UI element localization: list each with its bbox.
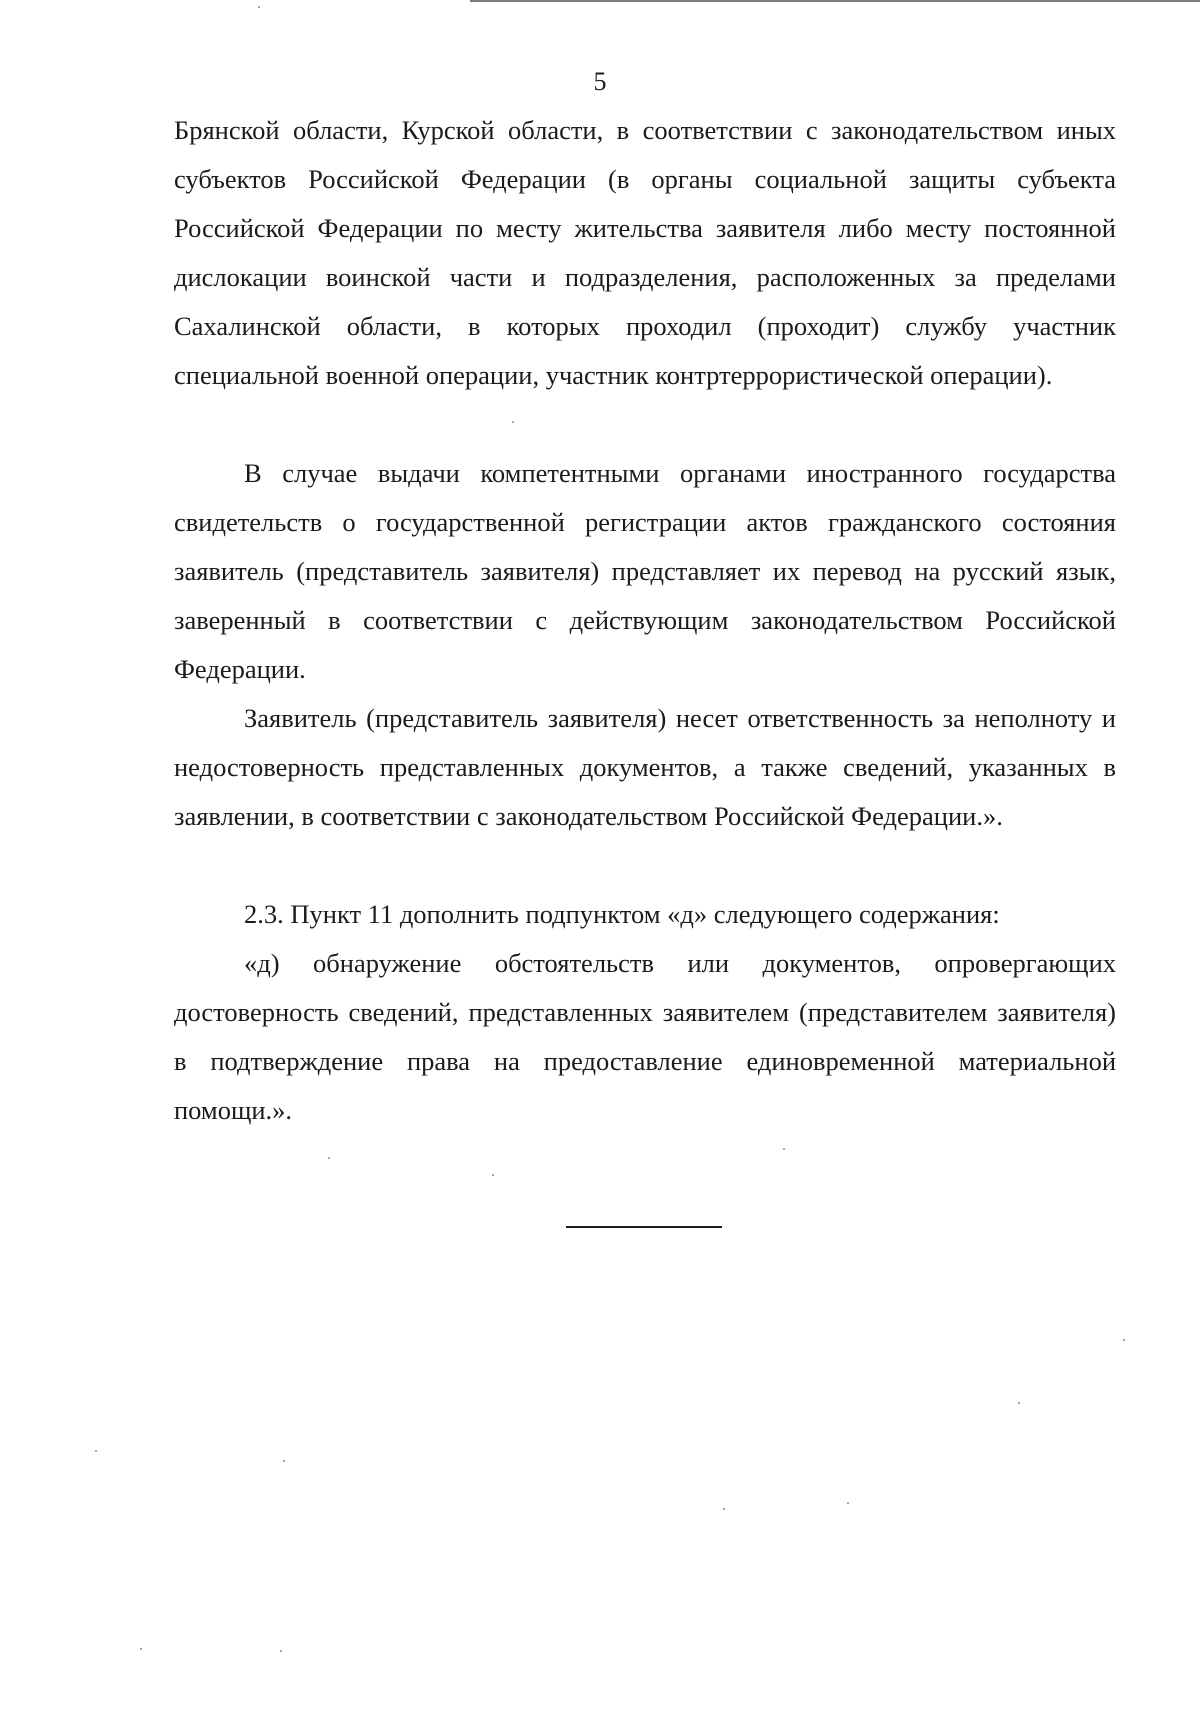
scan-speck [512,421,514,423]
scan-edge-line [470,0,1200,2]
scan-speck [140,1648,142,1650]
text-block-foreign-certificates [174,449,1116,694]
scan-speck [1123,1339,1125,1341]
paragraph-amendment-item-d: «д) обнаружение обстоятельств или документов, опровергающих достоверность сведений, представленных заявителем (представителем заявителя) в подтверждение права на предоставление единовременной материальной помощи.». [174,948,1116,1125]
page-number: 5 [593,67,607,96]
end-of-document-rule [566,1226,722,1228]
scan-speck [283,1460,285,1462]
scan-speck [280,1650,282,1652]
scan-speck [492,1174,494,1176]
paragraph-foreign-certificates: В случае выдачи компетентными органами иностранного государства свидетельств о государственной регистрации актов гражданского состояния заявитель (представитель заявителя) представляет их перевод на русский язык, заверенный в соответствии с действующим законодательством Российской Федерации. [174,458,1116,684]
paragraph-amendment-heading: 2.3. Пункт 11 дополнить подпунктом «д» следующего содержания: [244,899,1000,929]
scan-speck [723,1508,725,1510]
paragraph-continuation: Брянской области, Курской области, в соответствии с законодательством иных субъектов Российской Федерации (в органы социальной защиты субъекта Российской Федерации по месту жительства заявителя либо месту постоянной дислокации воинской части и подразделения, расположенных за пределами Сахалинской области, в которых проходил (проходит) службу участник специальной военной операции, участник контртеррористической операции). [174,115,1116,390]
scan-speck [1018,1402,1020,1404]
scan-speck [847,1502,849,1504]
text-block-amendment [174,890,1116,1135]
text-block-applicant-responsibility [174,694,1116,841]
scan-speck [95,1450,97,1452]
text-block-continuation [174,106,1116,400]
scan-speck [258,6,260,8]
scan-speck [328,1157,330,1159]
scan-speck [783,1148,785,1150]
paragraph-applicant-responsibility: Заявитель (представитель заявителя) несет ответственность за неполноту и недостоверность представленных документов, а также сведений, указанных в заявлении, в соответствии с законодательством Российской Федерации.». [174,703,1116,831]
